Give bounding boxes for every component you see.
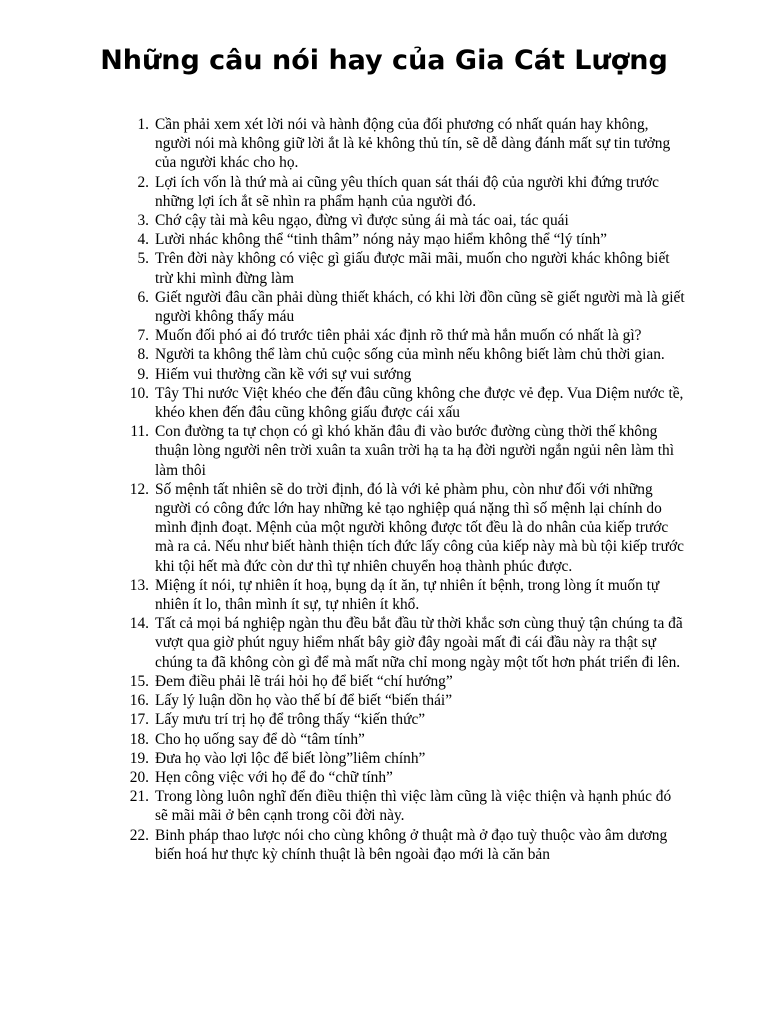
list-item-number: 18. xyxy=(129,730,149,748)
list-item xyxy=(129,480,685,576)
list-item xyxy=(137,326,685,345)
list-item-text: Người ta không thể làm chủ cuộc sống của mình nếu không biết làm chủ thời gian. xyxy=(155,346,665,364)
list-item-number: 3. xyxy=(137,212,149,230)
list-item-text: Binh pháp thao lược nói cho cùng không ở thuật mà ở đạo tuỳ thuộc vào âm dương biến hoá hư thực kỳ chính thuật là bên ngoài đạo mới là căn bản xyxy=(155,826,668,863)
list-item-number: 4. xyxy=(137,231,149,249)
list-item-number: 13. xyxy=(129,576,149,594)
list-item-text: Đưa họ vào lợi lộc để biết lòng”liêm chính” xyxy=(155,749,426,767)
list-item xyxy=(137,365,685,384)
list-item-number: 19. xyxy=(129,749,149,767)
list-item-number: 12. xyxy=(129,480,149,498)
list-item xyxy=(129,826,685,864)
list-item-text: Con đường ta tự chọn có gì khó khăn đâu đi vào bước đường cùng thời thế không thuận lòng người nên trời xuân ta xuân trời hạ ta hạ đời người ngắn ngủi nên làm thì làm thôi xyxy=(155,423,674,479)
list-item-text: Tây Thi nước Việt khéo che đến đâu cũng không che được vẻ đẹp. Vua Diệm nước tề, khéo khen đến đâu cũng không giấu được cái xấu xyxy=(155,384,684,422)
list-item-text: Lấy lý luận dồn họ vào thế bí để biết “biến thái” xyxy=(155,692,453,710)
list-item xyxy=(129,710,685,729)
list-item-text: Muốn đối phó ai đó trước tiên phải xác định rõ thứ mà hắn muốn có nhất là gì? xyxy=(155,327,642,345)
list-item-number: 11. xyxy=(130,423,149,441)
list-item xyxy=(129,787,685,825)
list-item-number: 1. xyxy=(137,116,149,133)
list-item-text: Lợi ích vốn là thứ mà ai cũng yêu thích quan sát thái độ của người khi đứng trước những lợi ích ắt sẽ nhìn ra phẩm hạnh của người đó. xyxy=(155,173,659,210)
list-item xyxy=(137,173,685,211)
list-item-text: Đem điều phải lẽ trái hỏi họ để biết “chí hướng” xyxy=(155,672,453,690)
list-item-number: 10. xyxy=(129,384,149,402)
list-item-text: Trong lòng luôn nghĩ đến điều thiện thì việc làm cũng là việc thiện và hạnh phúc đó sẽ mãi mãi ở bên cạnh trong cõi đời này. xyxy=(155,788,672,825)
list-item-text: Lười nhác không thể “tinh thâm” nóng nảy mạo hiểm không thể “lý tính” xyxy=(155,231,608,249)
list-item-text: Tất cả mọi bá nghiệp ngàn thu đều bắt đầu từ thời khắc sơn cùng thuỷ tận chúng ta đã vượt qua giờ phút nguy hiểm nhất bây giờ đây ngoài mất đi cái đầu này ra thật sự chúng ta đã không còn gì để mà mất nữa chỉ mong ngày một tốt hơn phát triển đi lên. xyxy=(155,615,683,671)
list-item xyxy=(137,211,685,230)
list-item xyxy=(130,422,685,480)
list-item xyxy=(129,384,685,422)
list-item-text: Chớ cậy tài mà kêu ngạo, đừng vì được sủng ái mà tác oai, tác quái xyxy=(155,212,569,230)
quote-list xyxy=(129,115,685,864)
list-item xyxy=(137,249,685,287)
list-item xyxy=(129,768,685,787)
list-item-number: 8. xyxy=(137,346,149,364)
list-item-text: Hiếm vui thường cần kề với sự vui sướng xyxy=(155,365,412,383)
list-item-number: 9. xyxy=(137,365,149,383)
list-item-number: 14. xyxy=(129,615,149,633)
list-item-number: 16. xyxy=(129,692,149,710)
list-item-text: Giết người đâu cần phải dùng thiết khách, có khi lời đồn cũng sẽ giết người mà là giết người không thấy máu xyxy=(155,288,685,326)
list-item-text: Lấy mưu trí trị họ để trông thấy “kiến thức” xyxy=(155,711,426,729)
list-item-number: 21. xyxy=(129,788,149,806)
list-item xyxy=(129,749,685,768)
list-item-text: Miệng ít nói, tự nhiên ít hoạ, bụng dạ ít ăn, tự nhiên ít bệnh, trong lòng ít muốn tự nhiên ít lo, thân mình ít sự, tự nhiên ít khổ. xyxy=(155,576,660,614)
list-item-text: Trên đời này không có việc gì giấu được mãi mãi, muốn cho người khác không biết trừ khi mình đừng làm xyxy=(155,250,670,287)
list-item-number: 22. xyxy=(129,826,149,844)
list-item xyxy=(129,691,685,710)
list-item-number: 15. xyxy=(129,672,149,690)
list-item-text: Hẹn công việc với họ để đo “chữ tính” xyxy=(155,768,393,786)
list-item-number: 5. xyxy=(137,250,149,268)
list-item xyxy=(137,345,685,364)
list-item-number: 2. xyxy=(137,173,149,191)
list-item-text: Số mệnh tất nhiên sẽ do trời định, đó là với kẻ phàm phu, còn như đối với những người có công đức lớn hay những kẻ tạo nghiệp quá nặng thì số mệnh lại chính do mình định đoạt. Mệnh của một người không được tốt đều là do nhân của kiếp trước mà ra cả. Nếu như biết hành thiện tích đức lấy công của kiếp này mà bù tội kiếp trước khi tội hết mà đức còn dư thì tự nhiên chuyển hoạ thành phúc được. xyxy=(155,480,684,575)
list-item-number: 7. xyxy=(137,327,149,345)
list-item-text: Cho họ uống say để dò “tâm tính” xyxy=(155,730,365,748)
list-item xyxy=(137,230,685,249)
list-item xyxy=(129,614,685,672)
page-title: Những câu nói hay của Gia Cát Lượng xyxy=(100,45,668,76)
list-item-number: 17. xyxy=(129,711,149,729)
list-item-text: Cần phải xem xét lời nói và hành động của đối phương có nhất quán hay không, người nói mà không giữ lời ắt là kẻ không thủ tín, sẽ dễ dàng đánh mất sự tin tưởng của người khác cho họ. xyxy=(155,116,671,172)
list-item-number: 20. xyxy=(129,768,149,786)
list-item xyxy=(129,730,685,749)
list-item xyxy=(137,115,685,173)
list-item xyxy=(129,672,685,691)
list-item xyxy=(137,288,685,326)
list-item xyxy=(129,576,685,614)
list-item-number: 6. xyxy=(137,288,149,306)
